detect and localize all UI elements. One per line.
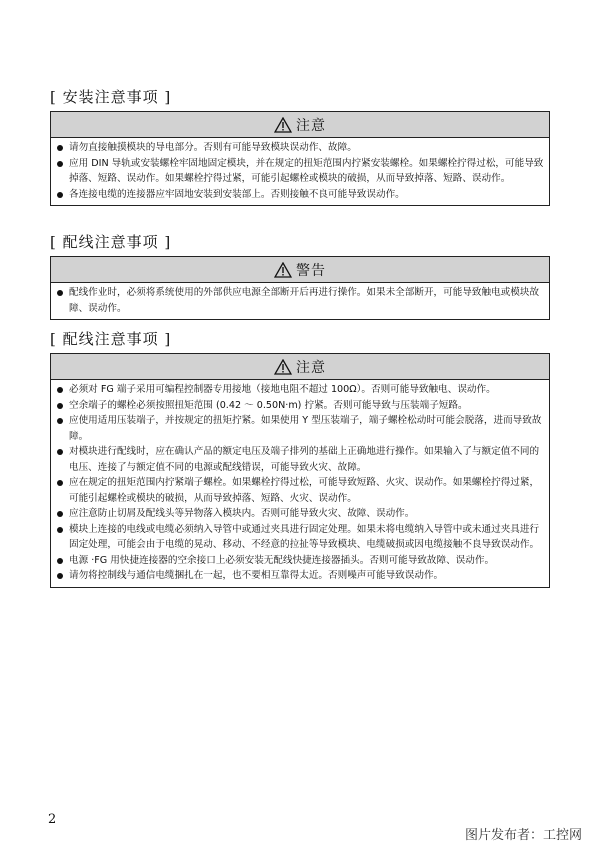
- bullet-icon: [57, 480, 63, 486]
- list-item: [55, 522, 545, 553]
- wiring-caution-section: [50, 330, 550, 588]
- bullet-icon: [57, 418, 63, 424]
- list-item: [55, 475, 545, 506]
- list-item: [55, 568, 545, 584]
- item-text: 应使用适用压装端子，并按规定的扭矩拧紧。如果使用 Y 型压装端子，端子螺栓松动时可能会脱落，进而导致故障。: [69, 415, 542, 442]
- bullet-icon: [57, 290, 63, 296]
- item-text: 模块上连接的电线或电缆必须纳入导管中或通过夹具进行固定处理。如果未将电缆纳入导管中或未通过夹具进行固定处理，可能会由于电缆的晃动、移动、不经意的拉扯等导致模块、电缆破损或因电缆接触不良导致误动作。: [69, 523, 540, 550]
- list-item: [55, 285, 545, 316]
- box-body: [51, 380, 549, 587]
- bullet-icon: [57, 161, 63, 167]
- item-text: 配线作业时，必须将系统使用的外部供应电源全部断开后再进行操作。如果未全部断开，可能导致触电或模块故障、误动作。: [69, 287, 540, 314]
- page-number: 2: [48, 812, 57, 827]
- bullet-icon: [57, 145, 63, 151]
- list-item: [55, 506, 545, 522]
- section-title: [ 安装注意事项 ]: [50, 88, 172, 106]
- bullet-icon: [57, 192, 63, 198]
- wiring-warning-section: [50, 233, 550, 320]
- warning-triangle-icon: [274, 359, 292, 375]
- list-item: [55, 553, 545, 569]
- list-item: [55, 382, 545, 398]
- list-item: [55, 156, 545, 187]
- box-body: [51, 138, 549, 205]
- item-text: 请勿将控制线与通信电缆捆扎在一起，也不要相互靠得太近。否则噪声可能导致误动作。: [69, 570, 444, 581]
- bullet-icon: [57, 558, 63, 564]
- item-text: 应在规定的扭矩范围内拧紧端子螺栓。如果螺栓拧得过松，可能导致短路、火灾、误动作。如果螺栓拧得过紧，可能引起螺栓或模块的破损，从而导致掉落、短路、火灾、误动作。: [69, 477, 540, 504]
- item-text: 电源 ·FG 用快捷连接器的空余接口上必须安装无配线快捷连接器插头。否则可能导致故障、误动作。: [69, 554, 495, 566]
- box-header: [51, 354, 549, 380]
- list-item: [55, 140, 545, 156]
- item-text: 必须对 FG 端子采用可编程控制器专用接地（接地电阻不超过 100Ω）。否则可能导致触电、误动作。: [69, 384, 496, 395]
- publisher-watermark: 图片发布者：工控网: [464, 828, 582, 843]
- section-title: [ 配线注意事项 ]: [50, 233, 172, 251]
- bullet-icon: [57, 511, 63, 517]
- warning-triangle-icon: [274, 262, 292, 278]
- box-header-label: 注意: [296, 359, 326, 376]
- item-text: 请勿直接触摸模块的导电部分。否则有可能导致模块误动作、故障。: [69, 142, 357, 153]
- list-item: [55, 187, 545, 203]
- caution-box: [50, 111, 550, 206]
- item-text: 对模块进行配线时，应在确认产品的额定电压及端子排列的基础上正确地进行操作。如果输入了与额定值不同的电压、连接了与额定值不同的电源或配线错误，可能导致火灾、故障。: [69, 446, 540, 473]
- bullet-icon: [57, 449, 63, 455]
- bullet-icon: [57, 527, 63, 533]
- warning-triangle-icon: [274, 117, 292, 133]
- section-title: [ 配线注意事项 ]: [50, 330, 172, 348]
- list-item: [55, 398, 545, 414]
- box-body: [51, 283, 549, 319]
- list-item: [55, 444, 545, 475]
- caution-box: [50, 353, 550, 588]
- warning-box: [50, 256, 550, 320]
- item-text: 应用 DIN 导轨或安装螺栓牢固地固定模块，并在规定的扭矩范围内拧紧安装螺栓。如果螺栓拧得过松，可能导致掉落、短路、误动作。如果螺栓拧得过紧，可能引起螺栓或模块的破损，从而导致掉落、短路、误动作。: [69, 157, 544, 184]
- box-header-label: 警告: [296, 262, 326, 279]
- box-header: [51, 112, 549, 138]
- list-item: [55, 413, 545, 444]
- item-text: 各连接电缆的连接器应牢固地安装到安装部上。否则接触不良可能导致误动作。: [69, 188, 405, 200]
- item-text: 空余端子的螺栓必须按照扭矩范围 (0.42 ～ 0.50N·m) 拧紧。否则可能导致与压装端子短路。: [69, 399, 468, 411]
- bullet-icon: [57, 403, 63, 409]
- item-text: 应注意防止切屑及配线头等异物落入模块内。否则可能导致火灾、故障、误动作。: [69, 508, 415, 519]
- installation-precautions-section: [50, 88, 550, 206]
- bullet-icon: [57, 387, 63, 393]
- box-header: [51, 257, 549, 283]
- bullet-icon: [57, 573, 63, 579]
- box-header-label: 注意: [296, 117, 326, 134]
